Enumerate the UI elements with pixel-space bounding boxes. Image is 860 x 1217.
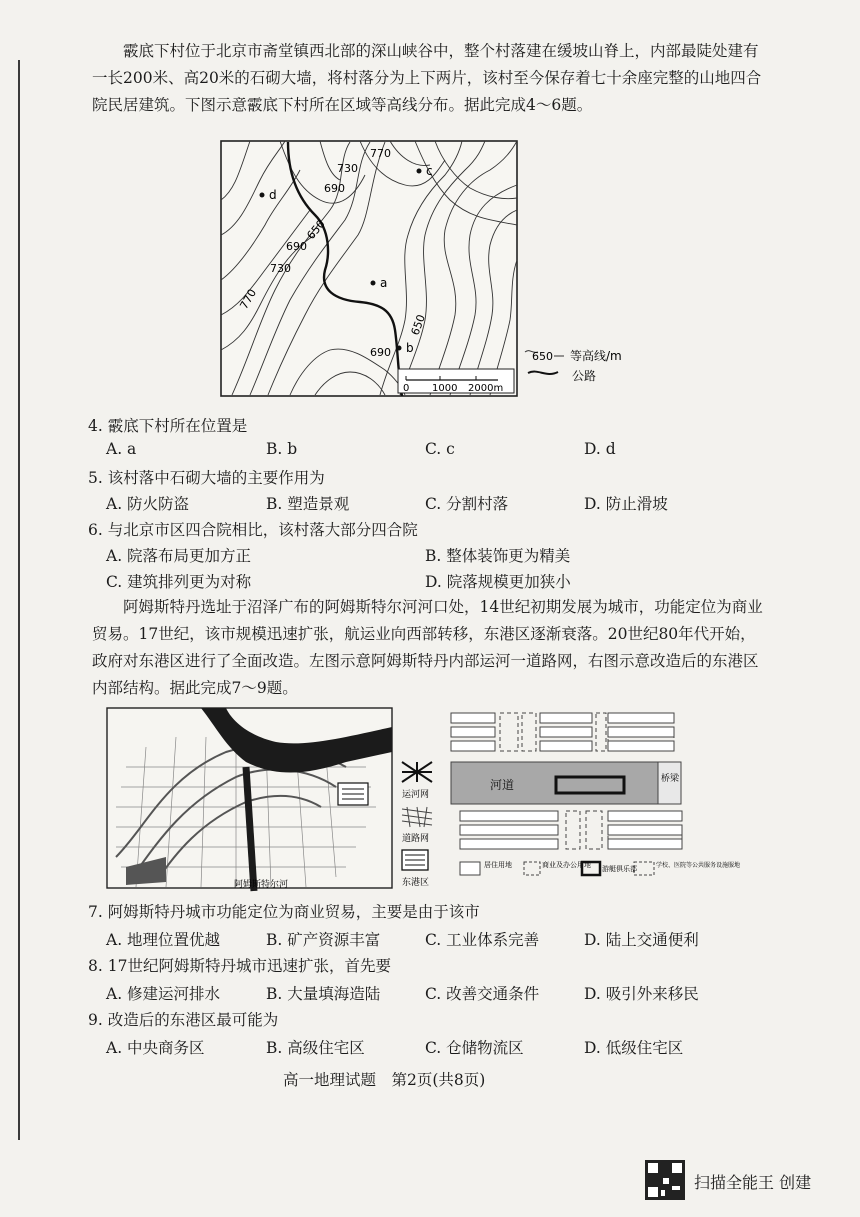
contour-label: 650 bbox=[304, 217, 328, 242]
point-label: d bbox=[269, 188, 277, 202]
q9-option-d[interactable]: D. 低级住宅区 bbox=[584, 1039, 684, 1057]
q8-option-a[interactable]: A. 修建运河排水 bbox=[106, 985, 221, 1003]
q4-option-d[interactable]: D. d bbox=[584, 440, 616, 458]
legend-road: 道路网 bbox=[402, 834, 430, 844]
q9-option-c[interactable]: C. 仓储物流区 bbox=[425, 1039, 524, 1057]
question-7-stem: 7. 阿姆斯特丹城市功能定位为商业贸易，主要是由于该市 bbox=[88, 903, 480, 921]
contour-label: 690 bbox=[370, 346, 391, 359]
river-label: 河道 bbox=[490, 778, 515, 792]
q6-option-c[interactable]: C. 建筑排列更为对称 bbox=[106, 573, 252, 591]
q7-option-c[interactable]: C. 工业体系完善 bbox=[425, 931, 540, 949]
q7-option-a[interactable]: A. 地理位置优越 bbox=[106, 931, 221, 949]
qr-code-icon bbox=[645, 1160, 685, 1200]
q9-option-b[interactable]: B. 高级住宅区 bbox=[266, 1039, 365, 1057]
scale-label: 0 bbox=[403, 383, 410, 394]
legend-yacht-club: 游艇俱乐部 bbox=[602, 865, 637, 873]
intro-paragraph-2: 阿姆斯特丹选址于沼泽广布的阿姆斯特尔河河口处，14世纪初期发展为城市，功能定位为商业贸易。17世纪，该市规模迅速扩张，航运业向西部转移，东港区逐渐衰落。20世纪80年代开始，政府对东港区进行了全面改造。左图示意阿姆斯特丹内部运河一道路网，右图示意改造后的东港区内部结构。据此完成7～9题。 bbox=[92, 598, 763, 697]
legend-public-service: 学校、医院等公共服务设施服地 bbox=[656, 862, 741, 869]
page-footer: 高一地理试题 第2页(共8页) bbox=[283, 1071, 486, 1089]
q8-option-d[interactable]: D. 吸引外来移民 bbox=[584, 985, 699, 1003]
q6-option-b[interactable]: B. 整体装饰更为精美 bbox=[425, 547, 571, 565]
q9-option-a[interactable]: A. 中央商务区 bbox=[106, 1039, 205, 1057]
q4-option-a[interactable]: A. a bbox=[106, 440, 137, 458]
amsterdam-map bbox=[106, 707, 446, 891]
intro-paragraph-1: 霰底下村位于北京市斋堂镇西北部的深山峡谷中，整个村落建在缓坡山脊上，内部最陡处建有一长200米、高20米的石砌大墙，将村落分为上下两片，该村至今保存着七十余座完整的山地四合院民居建筑。下图示意霰底下村所在区域等高线分布。据此完成4～6题。 bbox=[92, 42, 762, 114]
q6-option-d[interactable]: D. 院落规模更加狭小 bbox=[425, 573, 571, 591]
legend-commercial: 商业及办公用地 bbox=[542, 861, 591, 869]
question-8-stem: 8. 17世纪阿姆斯特丹城市迅速扩张，首先要 bbox=[88, 957, 391, 975]
legend-contour-text: 等高线/m bbox=[570, 349, 622, 363]
bridge-label: 桥梁 bbox=[661, 774, 680, 784]
legend-east-port: 东港区 bbox=[402, 878, 430, 888]
point-label: c bbox=[426, 164, 433, 178]
legend-road-text: 公路 bbox=[572, 369, 597, 383]
question-6-stem: 6. 与北京市区四合院相比，该村落大部分四合院 bbox=[88, 521, 418, 539]
contour-label: 650 bbox=[408, 312, 429, 338]
q6-option-a[interactable]: A. 院落布局更加方正 bbox=[106, 547, 252, 565]
contour-label: 690 bbox=[286, 240, 307, 253]
q4-option-c[interactable]: C. c bbox=[425, 440, 455, 458]
q5-option-c[interactable]: C. 分割村落 bbox=[425, 495, 509, 513]
contour-label: 690 bbox=[324, 182, 345, 195]
contour-label: 730 bbox=[270, 262, 291, 275]
q7-option-b[interactable]: B. 矿产资源丰富 bbox=[266, 931, 381, 949]
contour-map bbox=[220, 140, 640, 402]
legend-canal: 运河网 bbox=[402, 790, 430, 800]
question-9-stem: 9. 改造后的东港区最可能为 bbox=[88, 1011, 279, 1029]
point-label: a bbox=[380, 276, 388, 290]
amstel-river-label: 阿姆斯特尔河 bbox=[234, 880, 289, 890]
q5-option-d[interactable]: D. 防止滑坡 bbox=[584, 495, 668, 513]
margin-line bbox=[18, 60, 20, 1140]
q7-option-d[interactable]: D. 陆上交通便利 bbox=[584, 931, 699, 949]
scale-label: 1000 bbox=[432, 383, 458, 394]
q5-option-a[interactable]: A. 防火防盗 bbox=[106, 495, 190, 513]
question-4-stem: 4. 霰底下村所在位置是 bbox=[88, 417, 248, 435]
scanner-watermark: 扫描全能王 创建 bbox=[694, 1173, 812, 1192]
q8-option-b[interactable]: B. 大量填海造陆 bbox=[266, 985, 381, 1003]
q4-option-b[interactable]: B. b bbox=[266, 440, 298, 458]
contour-label: 730 bbox=[337, 162, 358, 175]
scale-label: 2000m bbox=[468, 383, 504, 394]
east-port-diagram bbox=[448, 707, 741, 891]
contour-label: 770 bbox=[237, 286, 260, 312]
question-5-stem: 5. 该村落中石砌大墙的主要作用为 bbox=[88, 469, 325, 487]
contour-label: 770 bbox=[370, 147, 391, 160]
legend-contour-value: 650 bbox=[532, 350, 553, 363]
point-label: b bbox=[406, 341, 414, 355]
q5-option-b[interactable]: B. 塑造景观 bbox=[266, 495, 350, 513]
q8-option-c[interactable]: C. 改善交通条件 bbox=[425, 985, 540, 1003]
legend-residential: 居住用地 bbox=[484, 861, 512, 869]
